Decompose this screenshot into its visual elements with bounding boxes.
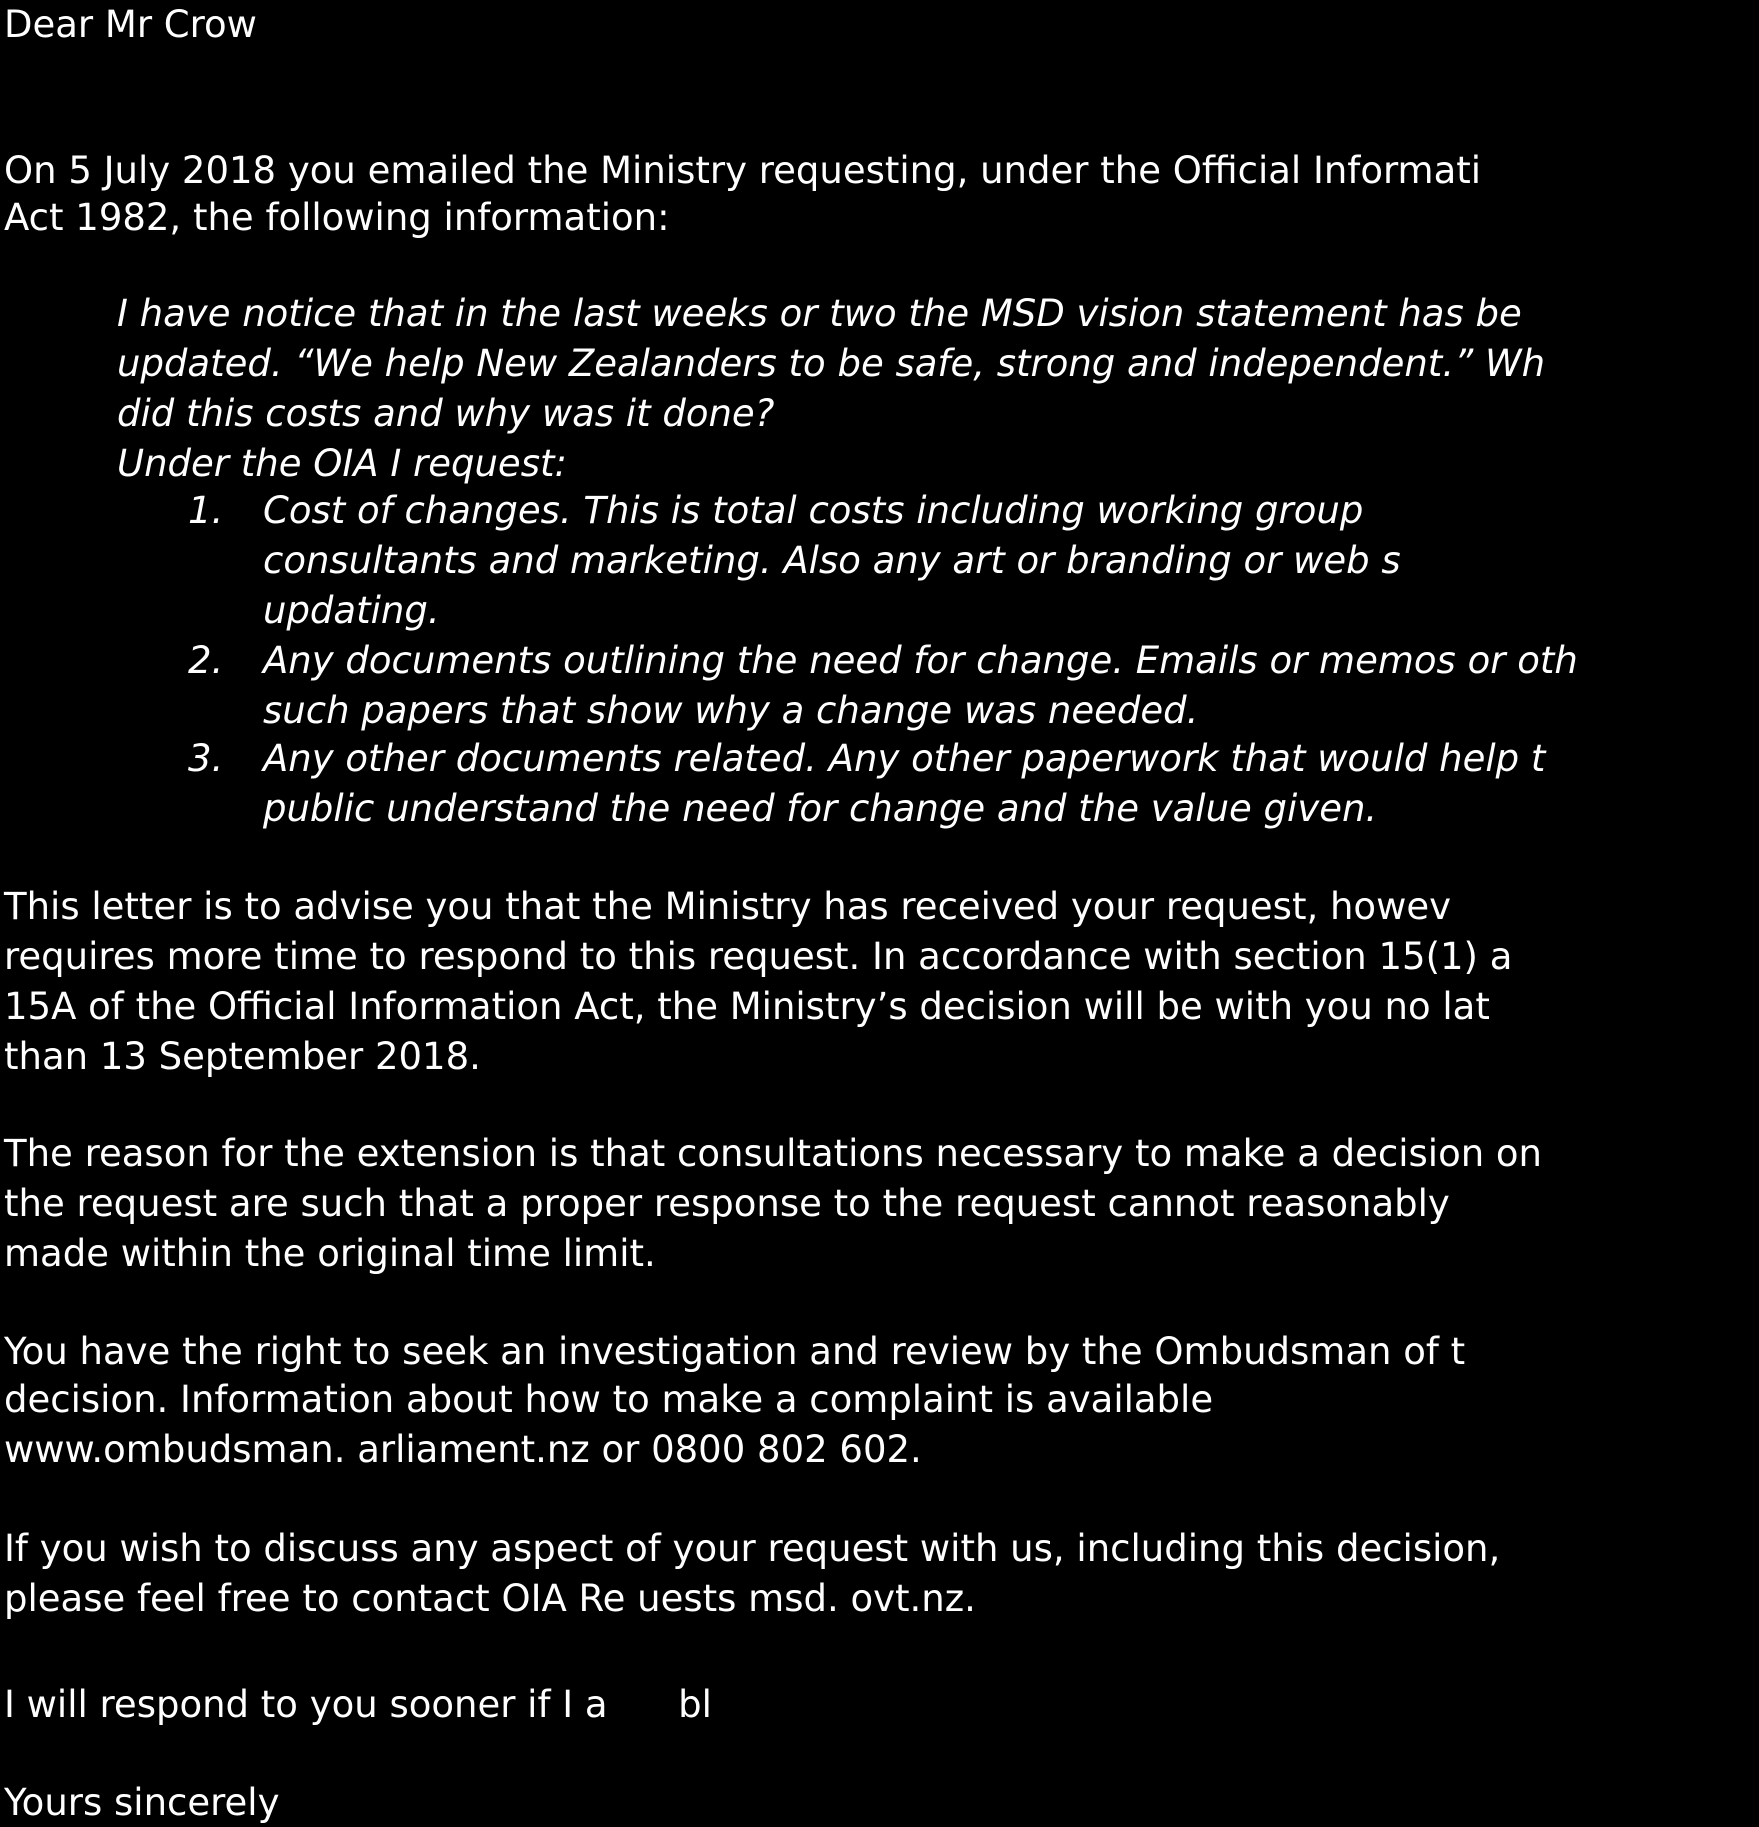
request-item-2-line-1: Any documents outlining the need for change. Emails or memos or oth <box>263 639 1578 682</box>
reason-line-1: The reason for the extension is that consultations necessary to make a decision on <box>4 1132 1543 1175</box>
reason-line-3: made within the original time limit. <box>4 1232 656 1275</box>
quote-line-2: updated. “We help New Zealanders to be safe, strong and independent.” Wh <box>117 342 1546 385</box>
extension-line-4: than 13 September 2018. <box>4 1035 481 1078</box>
contact-line-2: please feel free to contact OIA Re uests msd. ovt.nz. <box>4 1577 976 1620</box>
quote-line-4: Under the OIA I request: <box>117 442 567 485</box>
request-item-1-line-3: updating. <box>263 589 440 632</box>
ombudsman-line-2: decision. Information about how to make a complaint is available <box>4 1378 1214 1421</box>
request-item-number: 2. <box>188 639 224 682</box>
contact-line-1: If you wish to discuss any aspect of your request with us, including this decision, <box>4 1527 1501 1570</box>
request-item-2-line-2: such papers that show why a change was needed. <box>263 689 1199 732</box>
salutation: Dear Mr Crow <box>4 3 257 46</box>
closing: Yours sincerely <box>4 1781 280 1824</box>
quote-line-1: I have notice that in the last weeks or two the MSD vision statement has be <box>117 292 1522 335</box>
request-item-1-line-1: Cost of changes. This is total costs including working group <box>263 489 1364 532</box>
request-item-3-line-1: Any other documents related. Any other paperwork that would help t <box>263 737 1546 780</box>
ombudsman-line-1: You have the right to seek an investigation and review by the Ombudsman of t <box>4 1330 1466 1373</box>
request-item-1-line-2: consultants and marketing. Also any art or branding or web s <box>263 539 1401 582</box>
extension-line-1: This letter is to advise you that the Ministry has received your request, howev <box>4 885 1451 928</box>
intro-line-2: Act 1982, the following information: <box>4 196 670 239</box>
extension-line-2: requires more time to respond to this request. In accordance with section 15(1) a <box>4 935 1513 978</box>
ombudsman-line-3: www.ombudsman. arliament.nz or 0800 802 602. <box>4 1428 922 1471</box>
request-item-number: 1. <box>188 489 224 532</box>
reason-line-2: the request are such that a proper response to the request cannot reasonably <box>4 1182 1450 1225</box>
quote-line-3: did this costs and why was it done? <box>117 392 775 435</box>
extension-line-3: 15A of the Official Information Act, the Ministry’s decision will be with you no lat <box>4 985 1490 1028</box>
request-item-number: 3. <box>188 737 224 780</box>
intro-line-1: On 5 July 2018 you emailed the Ministry requesting, under the Official Informati <box>4 149 1482 192</box>
respond-line: I will respond to you sooner if I a bl <box>4 1683 712 1726</box>
request-item-3-line-2: public understand the need for change and the value given. <box>263 787 1378 830</box>
